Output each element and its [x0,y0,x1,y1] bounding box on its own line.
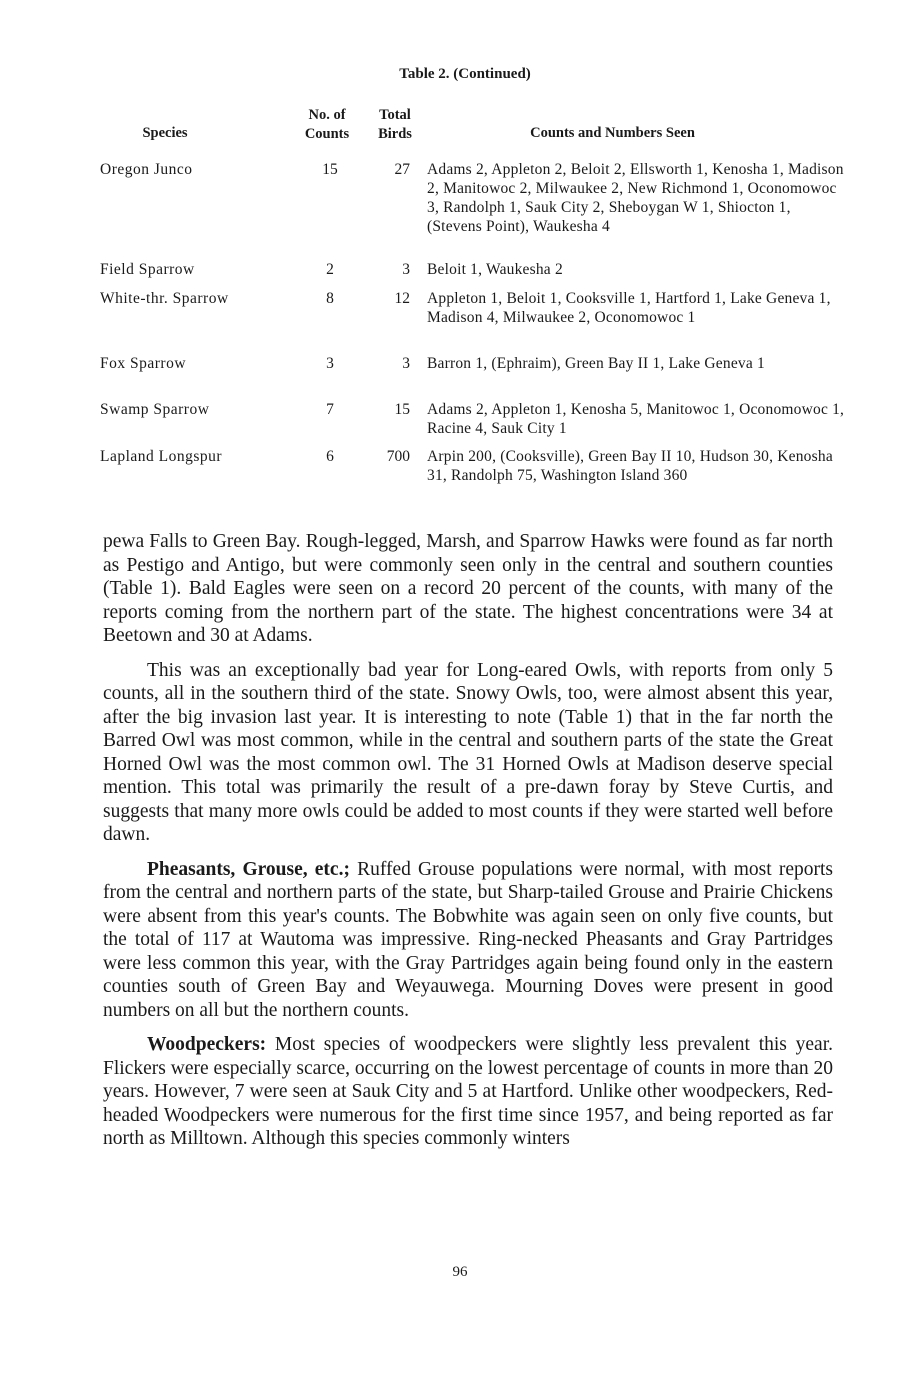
paragraph [103,659,833,847]
table-caption: Table 2. (Continued) [399,66,531,82]
counts-value: 7 [326,401,334,418]
paragraph-text: Most species of woodpeckers were slightly less prevalent this year. Flickers were especially scarce, occurring on the lowest percentage of counts in more than 20 years. However, 7 were seen at Sauk City and 5 at Hartford. Unlike other woodpeckers, Red-headed Woodpeckers were numerous for the first time since 1957, and being reported as far north as Milltown. Although this species commonly winters [103,1034,833,1149]
header-species: Species [142,125,188,141]
counts-seen: Barron 1, (Ephraim), Green Bay II 1, Lake Geneva 1 [427,355,765,372]
species-name: Lapland Longspur [100,448,223,465]
paragraph [103,1033,833,1151]
counts-value: 15 [322,161,338,178]
total-value: 700 [386,448,410,465]
species-name: Swamp Sparrow [100,401,210,418]
counts-value: 2 [326,261,334,278]
page-number: 96 [452,1264,468,1280]
paragraph-text: pewa Falls to Green Bay. Rough-legged, Marsh, and Sparrow Hawks were found as far north as Pestigo and Antigo, but were commonly seen only in the central and southern counties (Table 1). Bald Eagles were seen on a record 20 percent of the counts, with many of the reports coming from the northern part of the state. The highest concentrations were 34 at Beetown and 30 at Adams. [103,531,833,646]
paragraph [103,858,833,1023]
body-text [103,530,833,1162]
counts-seen: Arpin 200, (Cooksville), Green Bay II 10, Hudson 30, Kenosha 31, Randolph 75, Washington Island 360 [427,448,833,484]
paragraph-text: This was an exceptionally bad year for Long-eared Owls, with reports from only 5 counts, all in the southern third of the state. Snowy Owls, too, were almost absent this year, after the big invasion last year. It is interesting to note (Table 1) that in the far north the Barred Owl was most common, while in the central and southern parts of the state the Great Horned Owl was the most common owl. The 31 Horned Owls at Madison deserve special mention. This total was primarily the result of a pre-dawn foray by Steve Curtis, and suggests that many more owls could be added to most counts if they were started well before dawn. [103,659,833,845]
section-heading: Woodpeckers: [147,1034,267,1055]
counts-seen: Adams 2, Appleton 2, Beloit 2, Ellsworth 1, Kenosha 1, Madison 2, Manitowoc 2, Milwaukee 2, New Richmond 1, Oconomowoc 3, Randolph 1, Sauk City 2, Sheboygan W 1, Shiocton 1, (Stevens Point), Waukesha 4 [427,161,844,235]
total-value: 15 [394,401,410,418]
counts-value: 8 [326,290,334,307]
counts-seen: Adams 2, Appleton 1, Kenosha 5, Manitowoc 1, Oconomowoc 1, Racine 4, Sauk City 1 [427,401,845,437]
species-name: White-thr. Sparrow [100,290,229,307]
header-counts-and-numbers-seen: Counts and Numbers Seen [530,125,695,141]
paragraph-text: Ruffed Grouse populations were normal, with most reports from the central and northern parts of the state, but Sharp-tailed Grouse and Prairie Chickens were absent from this year's counts. The Bobwhite was again seen on only five counts, but the total of 117 at Wautoma was impressive. Ring-necked Pheasants and Gray Partridges were less common this year, with the Gray Partridges again being found only in the eastern counties south of Green Bay and Weyauwega. Mourning Doves were present in good numbers on all but the northern counts. [103,858,833,1021]
total-value: 27 [394,161,410,178]
total-value: 12 [394,290,410,307]
total-value: 3 [402,261,410,278]
counts-value: 3 [326,355,334,372]
counts-seen: Beloit 1, Waukesha 2 [427,261,563,278]
section-heading: Pheasants, Grouse, etc.; [147,858,350,880]
counts-seen: Appleton 1, Beloit 1, Cooksville 1, Hartford 1, Lake Geneva 1, Madison 4, Milwaukee 2, Oconomowoc 1 [427,290,831,326]
species-name: Oregon Junco [100,161,193,178]
species-name: Fox Sparrow [100,355,187,372]
total-value: 3 [402,355,410,372]
paragraph [103,530,833,648]
header-no-of-counts: No. of Counts [304,107,350,142]
species-name: Field Sparrow [100,261,195,278]
counts-value: 6 [326,448,334,465]
header-total-birds: Total Birds [378,107,412,142]
